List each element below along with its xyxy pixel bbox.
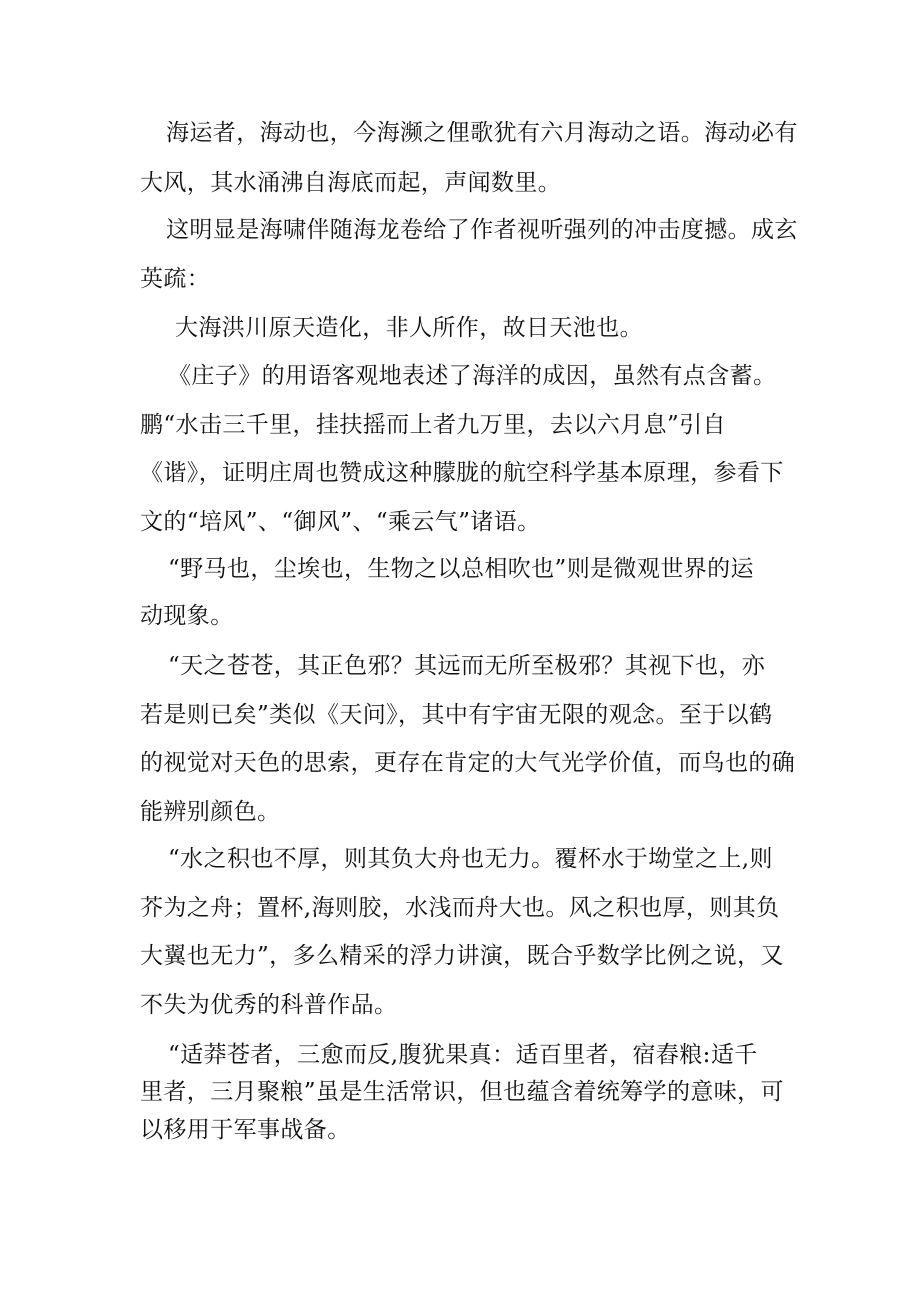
text-line: 能辨别颜色。	[140, 799, 281, 825]
text-line: 大海洪川原天造化，非人所作，故日天池也。	[175, 315, 643, 341]
text-line: 以移用于军事战备。	[140, 1117, 351, 1143]
text-line: “水之积也不厚，则其负大舟也无力。覆杯水于坳堂之上,则	[168, 846, 773, 872]
text-line: 《谐》，证明庄周也赞成这种朦胧的航空科学基本原理，参看下	[140, 460, 784, 486]
text-line: 动现象。	[140, 603, 234, 629]
text-line: 若是则已矣”类似《天问》，其中有宇宙无限的观念。至于以鹤	[140, 702, 773, 728]
text-line: 的视觉对天色的思索，更存在肯定的大气光学价值，而鸟也的确	[140, 750, 796, 776]
text-line: 海运者，海动也，今海濒之俚歌犹有六月海动之语。海动必有	[166, 120, 798, 146]
text-line: 大风，其水涌沸自海底而起，声闻数里。	[140, 170, 562, 196]
text-line: 文的“培风”、“御风”、“乘云气”诸语。	[140, 509, 541, 535]
text-line: 英疏：	[140, 266, 211, 292]
text-line: 里者，三月聚粮”虽是生活常识，但也蕴含着统筹学的意味，可	[140, 1079, 784, 1105]
text-line: “天之苍苍，其正色邪？其远而无所至极邪？其视下也，亦	[168, 653, 766, 679]
text-line: 大翼也无力”，多么精采的浮力讲演，既合乎数学比例之说，又	[140, 943, 784, 969]
text-line: 这明显是海啸伴随海龙卷给了作者视听强列的冲击度撼。成玄	[166, 217, 798, 243]
text-line: “野马也，尘埃也，生物之以总相吹也”则是微观世界的运	[168, 556, 754, 582]
text-line: 芥为之舟；置杯,海则胶，水浅而舟大也。风之积也厚，则其负	[140, 895, 780, 921]
text-line: 《庄子》的用语客观地表述了海洋的成因，虽然有点含蓄。	[168, 363, 777, 389]
text-line: 鹏“水击三千里，挂扶摇而上者九万里，去以六月息”引自	[140, 412, 726, 438]
text-line: “适莽苍者，三愈而反,腹犹果真：适百里者，宿舂粮:适千	[168, 1042, 758, 1068]
text-line: 不失为优秀的科普作品。	[140, 992, 398, 1018]
